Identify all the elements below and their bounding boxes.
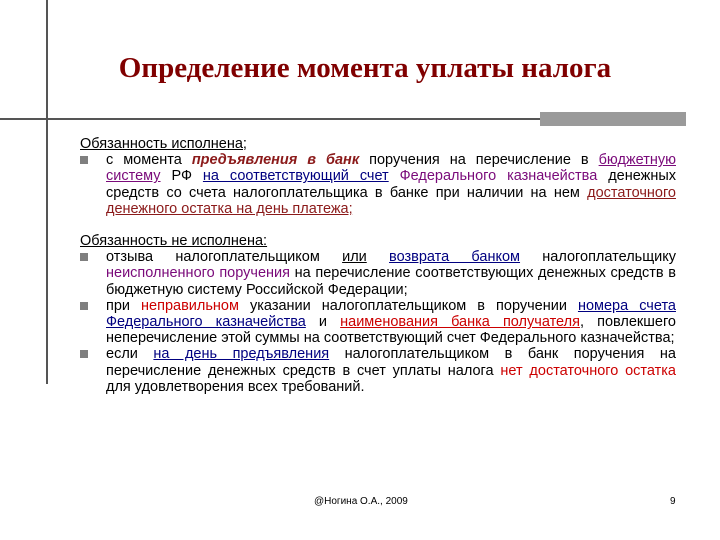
footer-credit: @Ногина О.А., 2009 bbox=[314, 496, 408, 507]
emphasis: на соответствующий счет bbox=[202, 168, 389, 185]
text: поручения на перечисление в bbox=[359, 152, 599, 169]
emphasis: или bbox=[342, 249, 367, 266]
text: налогоплательщику bbox=[520, 249, 677, 266]
emphasis: возврата банком bbox=[389, 249, 521, 266]
emphasis: неисполненного поручения bbox=[106, 265, 290, 282]
left-vertical-rule bbox=[46, 0, 48, 384]
text: и bbox=[305, 314, 341, 331]
emphasis: достаточного денежного остатка на день платежа; bbox=[106, 184, 676, 217]
emphasis: на день предъявления bbox=[153, 346, 330, 363]
text: налогоплательщиком в банк поручения на перечисление денежных средств в счет уплаты налога bbox=[106, 346, 676, 379]
emphasis: неправильном bbox=[141, 297, 239, 314]
emphasis: предъявления в банк bbox=[191, 152, 360, 169]
section-heading-fulfilled: Обязанность исполнена; bbox=[80, 136, 247, 152]
text: если bbox=[106, 346, 154, 363]
bullet-item bbox=[80, 298, 676, 347]
page-number: 9 bbox=[670, 496, 676, 507]
bullet-item bbox=[80, 346, 676, 395]
text: для удовлетворения всех требований. bbox=[106, 378, 365, 395]
text: на перечисление соответствующих денежных средств в бюджетную систему Российской Федерации; bbox=[106, 265, 676, 298]
section-heading-not-fulfilled: Обязанность не исполнена: bbox=[80, 233, 268, 250]
emphasis: Федерального казначейства bbox=[388, 168, 598, 185]
text: РФ bbox=[160, 168, 203, 185]
title-underline-rule bbox=[0, 118, 540, 120]
text: отзыва налогоплательщиком bbox=[106, 249, 343, 266]
emphasis: бюджетную систему bbox=[106, 152, 676, 185]
slide-title: Определение момента уплаты налога bbox=[118, 52, 612, 84]
emphasis: номера счета Федерального казначейства bbox=[106, 297, 676, 331]
slide-body bbox=[80, 136, 676, 395]
bullet-square-icon bbox=[80, 350, 88, 358]
bullet-square-icon bbox=[80, 302, 88, 310]
text: денежных средств со счета налогоплательщика в банке при наличии на нем bbox=[106, 168, 677, 201]
text: , повлекшего неперечисление этой суммы на соответствующий счет Федерального казначейства; bbox=[106, 314, 676, 347]
bullet-item bbox=[80, 249, 676, 298]
text bbox=[367, 249, 389, 265]
text: при bbox=[106, 297, 142, 314]
text: с момента bbox=[106, 152, 192, 169]
bullet-square-icon bbox=[80, 156, 88, 164]
emphasis: нет достаточного остатка bbox=[500, 362, 676, 379]
text: указании налогоплательщиком в поручении bbox=[238, 297, 578, 314]
title-rule-block bbox=[540, 112, 686, 126]
bullet-item bbox=[80, 152, 676, 217]
bullet-square-icon bbox=[80, 253, 88, 261]
emphasis: наименования банка получателя bbox=[340, 314, 580, 331]
